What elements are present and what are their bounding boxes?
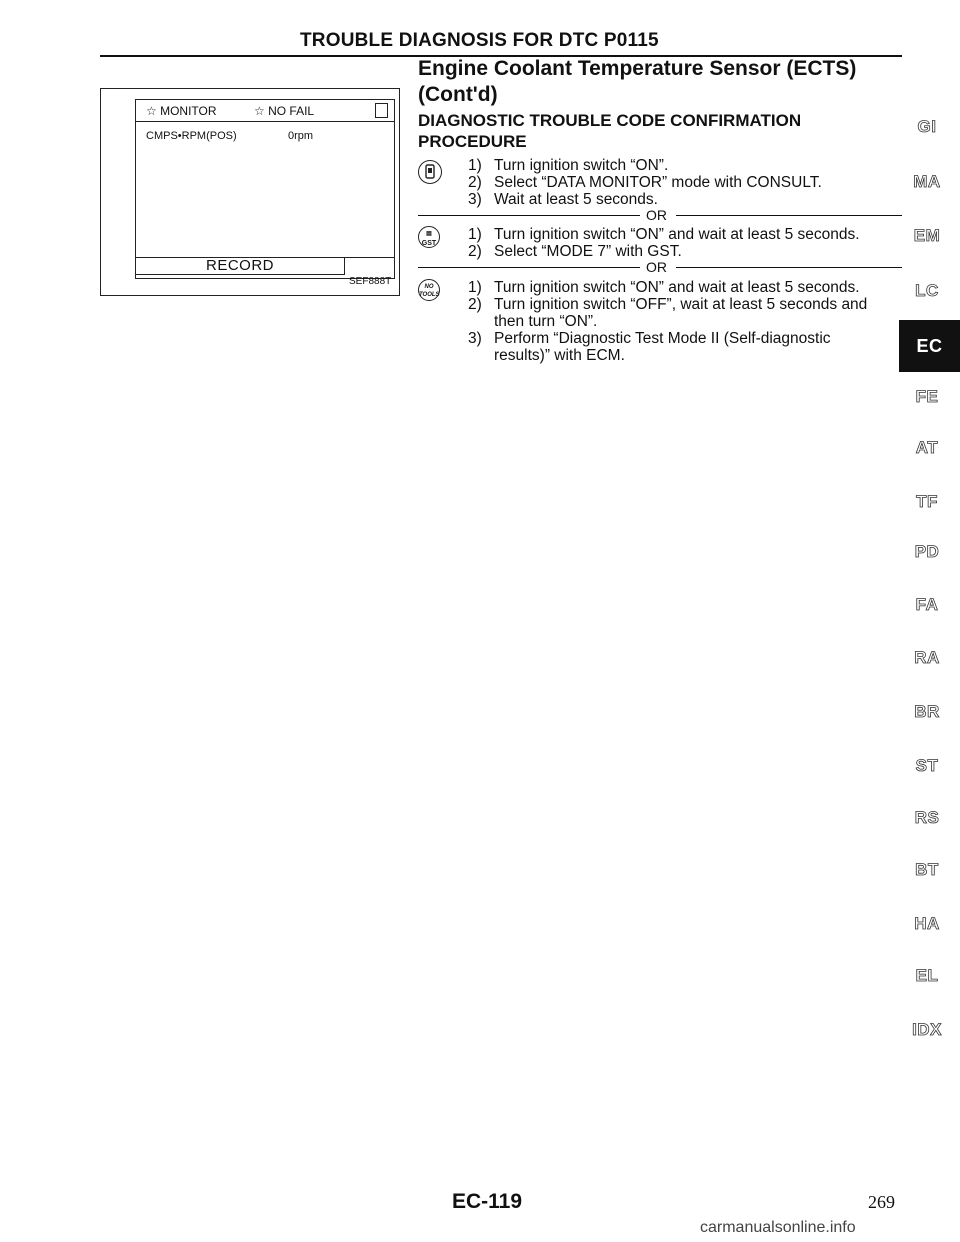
side-tab-ma[interactable]: MA — [913, 172, 941, 191]
monitor-item-value: 0rpm — [288, 130, 314, 142]
side-tab-idx[interactable]: IDX — [912, 1020, 942, 1039]
side-tab-el[interactable]: EL — [915, 966, 939, 985]
section-title-line2: (Cont'd) — [418, 83, 498, 106]
side-tab-at[interactable]: AT — [915, 438, 939, 457]
side-tab-bt[interactable]: BT — [915, 860, 939, 879]
side-tab-gi[interactable]: GI — [917, 117, 937, 136]
monitor-screen — [135, 99, 395, 279]
page-header: TROUBLE DIAGNOSIS FOR DTC P0115 — [300, 30, 659, 51]
gst-icon-label: GST — [421, 240, 437, 247]
consult-device-icon — [419, 161, 441, 183]
side-tab-ra[interactable]: RA — [914, 648, 940, 667]
side-tab-br[interactable]: BR — [914, 702, 940, 721]
side-tab-ec[interactable]: EC — [899, 320, 960, 372]
consult-step-2: 2) Select “DATA MONITOR” mode with CONSULT. — [468, 174, 822, 191]
monitor-label: ☆ MONITOR — [146, 104, 217, 118]
side-tab-lc[interactable]: LC — [915, 281, 939, 300]
procedure-title — [418, 110, 801, 152]
monitor-item-name: CMPS•RPM(POS) — [146, 130, 237, 142]
monitor-status-bar — [136, 100, 394, 122]
section-title — [418, 56, 856, 108]
procedure-title-line1: DIAGNOSTIC TROUBLE CODE CONFIRMATION — [418, 111, 802, 130]
or-label: OR — [646, 207, 667, 223]
page-number: 269 — [868, 1192, 895, 1212]
nofail-label: ☆ NO FAIL — [254, 104, 315, 118]
side-tab-ha[interactable]: HA — [914, 914, 940, 933]
no-tools-step-1: 1) Turn ignition switch “ON” and wait at least 5 seconds. — [468, 279, 860, 296]
or-divider-1 — [418, 207, 902, 221]
side-tab-pd[interactable]: PD — [914, 542, 940, 561]
consult-icon — [418, 160, 442, 184]
or-label: OR — [646, 259, 667, 275]
figure-code: SEF888T — [349, 276, 392, 287]
no-tools-step-2: 2) Turn ignition switch “OFF”, wait at least 5 seconds and — [468, 296, 868, 313]
side-tab-rs[interactable]: RS — [914, 808, 940, 827]
page-code: EC-119 — [452, 1190, 523, 1213]
no-tools-icon: NO TOOLS — [418, 279, 440, 301]
no-tools-step-3: 3) Perform “Diagnostic Test Mode II (Self-diagnostic — [468, 330, 831, 347]
gst-icon: ▤ GST — [418, 226, 440, 248]
no-tools-step-3-cont: results)” with ECM. — [494, 347, 625, 364]
gst-step-1: 1) Turn ignition switch “ON” and wait at least 5 seconds. — [468, 226, 860, 243]
gst-step-2: 2) Select “MODE 7” with GST. — [468, 243, 682, 260]
consult-step-3: 3) Wait at least 5 seconds. — [468, 191, 658, 208]
consult-step-1: 1) Turn ignition switch “ON”. — [468, 157, 669, 174]
side-tab-tf[interactable]: TF — [916, 492, 938, 511]
side-tab-fa[interactable]: FA — [915, 595, 939, 614]
monitor-figure — [100, 88, 400, 296]
nofail-checkbox[interactable] — [375, 103, 388, 118]
side-tab-st[interactable]: ST — [915, 756, 939, 775]
record-button[interactable]: RECORD — [135, 257, 345, 275]
procedure-title-line2: PROCEDURE — [418, 132, 527, 151]
side-tab-fe[interactable]: FE — [915, 387, 939, 406]
side-tab-em[interactable]: EM — [913, 226, 941, 245]
or-divider-2 — [418, 259, 902, 273]
section-title-line1: Engine Coolant Temperature Sensor (ECTS) — [418, 57, 857, 80]
watermark[interactable]: carmanualsonline.info — [700, 1219, 856, 1236]
no-tools-step-2-cont: then turn “ON”. — [494, 313, 598, 330]
